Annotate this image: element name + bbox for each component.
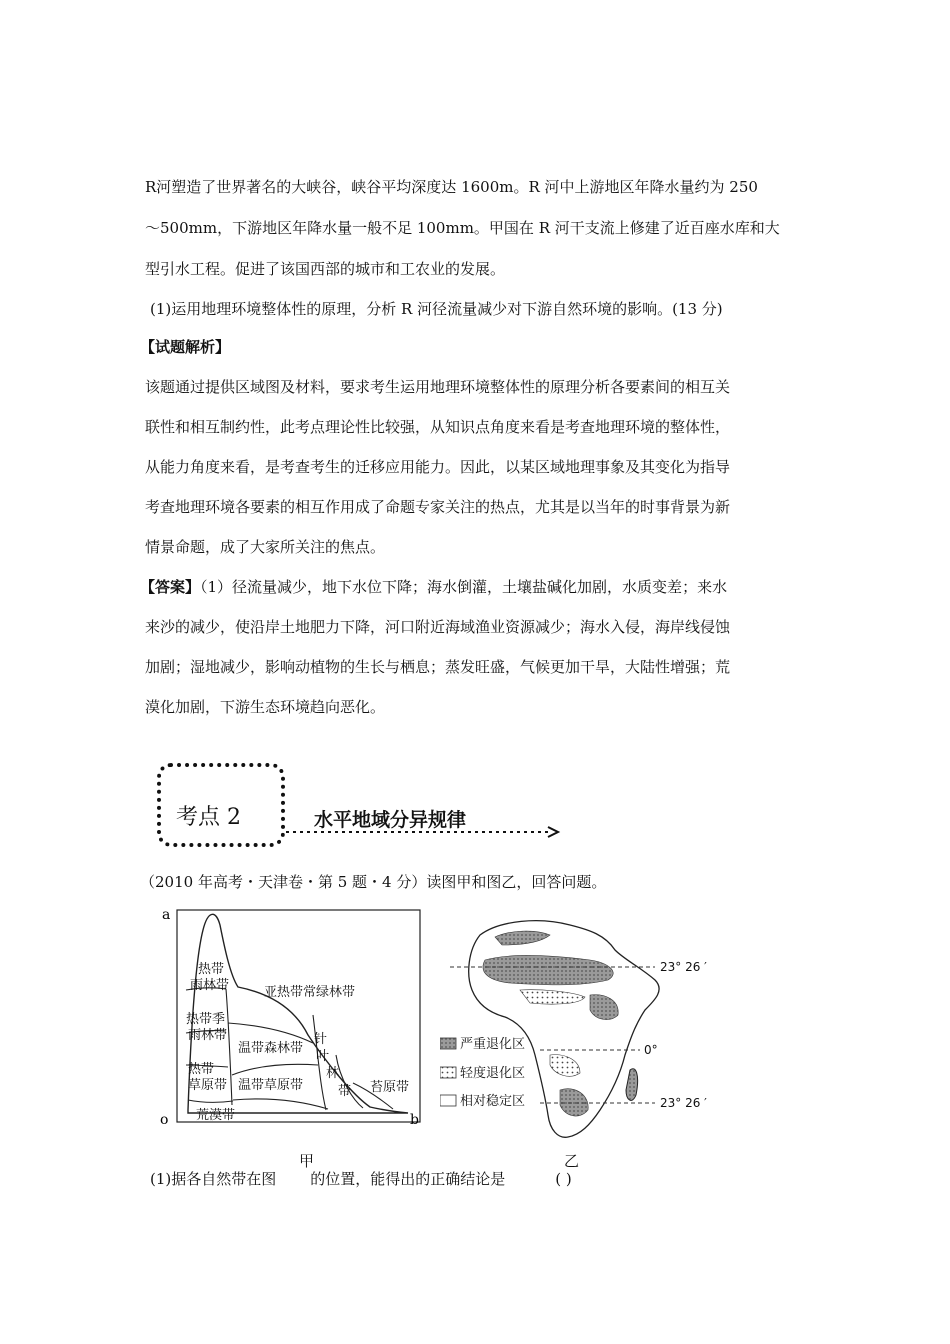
legend-light: 轻度退化区 [460, 1066, 526, 1081]
axis-origin-label: o [160, 1112, 169, 1128]
figure-jia-zone-diagram [158, 905, 428, 1130]
label-temperate-forest: 温带森林带 [238, 1041, 304, 1056]
label-rainforest-2: 雨林带 [190, 978, 230, 993]
question-last-prefix: (1)据各自然带在图 [150, 1170, 277, 1188]
zone-boundary-9 [336, 1055, 363, 1108]
analysis-line-1: 该题通过提供区域图及材料，要求考生运用地理环境整体性的原理分析各要素间的相互关 [145, 378, 731, 396]
legend-swatch-stable [440, 1095, 456, 1106]
material-line-3: 型引水工程。促进了该国西部的城市和工农业的发展。 [145, 260, 506, 278]
label-coniferous-3: 林 [326, 1066, 340, 1081]
analysis-heading: 【试题解析】 [140, 338, 231, 356]
question-last-suffix: 的位置，能得出的正确结论是 [310, 1170, 506, 1188]
label-tundra: 苔原带 [370, 1080, 410, 1095]
label-grassland-1: 热带 [188, 1062, 215, 1077]
label-coniferous-4: 带 [338, 1084, 352, 1099]
label-subtropical: 亚热带常绿林带 [264, 985, 356, 1000]
label-temperate-grassland: 温带草原带 [238, 1078, 304, 1093]
question-last [150, 1168, 572, 1189]
analysis-line-4: 考查地理环境各要素的相互作用成了命题专家关注的热点，尤其是以当年的时事背景为新 [145, 498, 731, 516]
label-monsoon-2: 雨林带 [188, 1028, 228, 1043]
figure-yi-africa-map [440, 905, 720, 1160]
answer-line-3: 加剧；湿地减少，影响动植物的生长与栖息；蒸发旺盛，气候更加干旱，大陆性增强；荒 [145, 658, 731, 676]
legend-swatch-light [440, 1067, 456, 1078]
question-intro: （2010 年高考・天津卷・第 5 题・4 分）读图甲和图乙，回答问题。 [140, 873, 607, 891]
material-line-2: ～500mm，下游地区年降水量一般不足 100mm。甲国在 R 河干支流上修建了近百座水库和大 [145, 219, 780, 237]
answer-text-1: （1）径流量减少，地下水位下降；海水倒灌，土壤盐碱化加剧，水质变差；来水 [200, 578, 728, 596]
question-last-blank: ( ) [555, 1170, 572, 1188]
label-coniferous-2: 叶 [316, 1049, 330, 1064]
legend-stable: 相对稳定区 [460, 1094, 526, 1109]
legend-swatch-severe [440, 1038, 456, 1049]
axis-x-label: b [410, 1112, 419, 1128]
lat-label-south: 23° 26 ′ [660, 1096, 707, 1110]
section-title: 水平地域分异规律 [314, 809, 467, 831]
figure-yi-legend [440, 1037, 525, 1109]
zone-boundary-5 [188, 1100, 233, 1102]
answer-line-2: 来沙的减少，使沿岸土地肥力下降，河口附近海域渔业资源减少；海水入侵，海岸线侵蚀 [145, 618, 731, 636]
legend-severe: 严重退化区 [460, 1037, 526, 1052]
zone-boundary-10 [233, 1099, 328, 1109]
analysis-line-2: 联性和相互制约性，此考点理论性比较强，从知识点角度来看是考查地理环境的整体性， [145, 418, 731, 436]
answer-line-4: 漠化加剧，下游生态环境趋向恶化。 [145, 698, 386, 716]
dotted-arrow-icon [286, 825, 566, 839]
label-coniferous-1: 针 [314, 1032, 328, 1047]
lat-label-north: 23° 26 ′ [660, 960, 707, 974]
zone-boundary-6 [228, 1023, 313, 1043]
zone-boundary-7 [232, 1064, 318, 1075]
lat-label-equator: 0° [644, 1043, 658, 1057]
figure-yi-caption: 乙 [564, 1152, 580, 1170]
answer-line-1 [140, 576, 727, 597]
label-rainforest-1: 热带 [198, 962, 225, 977]
material-line-1: R河塑造了世界著名的大峡谷，峡谷平均深度达 1600m。R 河中上游地区年降水量约为 250 [145, 178, 758, 196]
section-badge: 考点 2 [176, 805, 241, 830]
analysis-line-3: 从能力角度来看，是考查考生的迁移应用能力。因此，以某区域地理事象及其变化为指导 [145, 458, 731, 476]
label-grassland-2: 草原带 [188, 1078, 228, 1093]
madagascar [626, 1069, 638, 1101]
label-desert: 荒漠带 [196, 1108, 236, 1123]
axis-y-label: a [162, 907, 171, 923]
question-1: (1)运用地理环境整体性的原理，分析 R 河径流量减少对下游自然环境的影响。(13 分) [150, 300, 723, 318]
analysis-line-5: 情景命题，成了大家所关注的焦点。 [145, 538, 386, 556]
answer-label: 【答案】 [140, 578, 201, 596]
figure-jia-caption: 甲 [299, 1152, 315, 1170]
label-monsoon-1: 热带季 [186, 1012, 226, 1027]
